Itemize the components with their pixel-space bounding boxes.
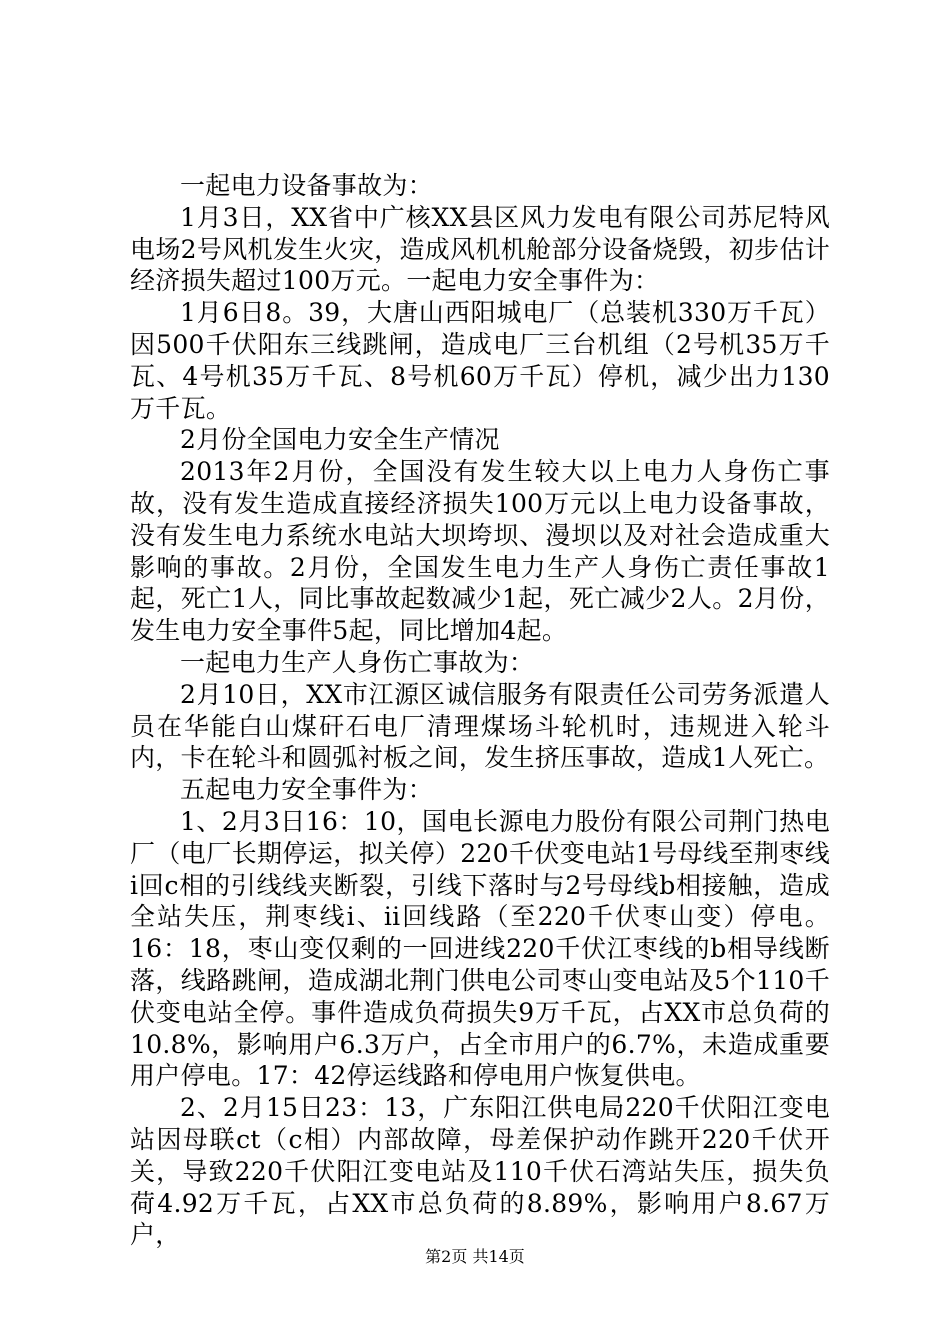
paragraph: 2013年2月份，全国没有发生较大以上电力人身伤亡事故，没有发生造成直接经济损失100万元以上电力设备事故，没有发生电力系统水电站大坝垮坝、漫坝以及对社会造成重大影响的事故。2月份，全国发生电力生产人身伤亡责任事故1起，死亡1人，同比事故起数减少1起，死亡减少2人。2月份，发生电力安全事件5起，同比增加4起。 bbox=[130, 457, 830, 646]
paragraph: 1、2月3日16：10，国电长源电力股份有限公司荆门热电厂（电厂长期停运，拟关停）220千伏变电站1号母线至荆枣线i回c相的引线线夹断裂，引线下落时与2号母线b相接触，造成全站失压，荆枣线i、ii回线路（至220千伏枣山变）停电。16：18，枣山变仅剩的一回进线220千伏江枣线的b相导线断落，线路跳闸，造成湖北荆门供电公司枣山变电站及5个110千伏变电站全停。事件造成负荷损失9万千瓦，占XX市总负荷的10.8%，影响用户6.3万户，占全市用户的6.7%，未造成重要用户停电。17：42停运线路和停电用户恢复供电。 bbox=[130, 806, 830, 1091]
paragraph: 一起电力生产人身伤亡事故为： bbox=[180, 647, 535, 677]
paragraph: 1月3日，XX省中广核XX县区风力发电有限公司苏尼特风电场2号风机发生火灾，造成风机机舱部分设备烧毁，初步估计经济损失超过100万元。一起电力安全事件为： bbox=[130, 202, 830, 296]
paragraph: 2、2月15日23：13，广东阳江供电局220千伏阳江变电站因母联ct（c相）内部故障，母差保护动作跳开220千伏开关，导致220千伏阳江变电站及110千伏石湾站失压，损失负荷4.92万千瓦，占XX市总负荷的8.89%，影响用户8.67万户， bbox=[130, 1093, 830, 1250]
page-footer: 第2页 共14页 bbox=[425, 1247, 525, 1266]
paragraph: 一起电力设备事故为： bbox=[180, 171, 434, 200]
section-heading: 2月份全国电力安全生产情况 bbox=[180, 425, 500, 455]
paragraph: 五起电力安全事件为： bbox=[180, 775, 434, 805]
body-text bbox=[130, 170, 830, 1251]
paragraph: 2月10日，XX市江源区诚信服务有限责任公司劳务派遣人员在华能白山煤矸石电厂清理煤场斗轮机时，违规进入轮斗内，卡在轮斗和圆弧衬板之间，发生挤压事故，造成1人死亡。 bbox=[130, 679, 830, 773]
paragraph: 1月6日8。39，大唐山西阳城电厂（总装机330万千瓦）因500千伏阳东三线跳闸，造成电厂三台机组（2号机35万千瓦、4号机35万千瓦、8号机60万千瓦）停机，减少出力130万千瓦。 bbox=[130, 298, 830, 423]
